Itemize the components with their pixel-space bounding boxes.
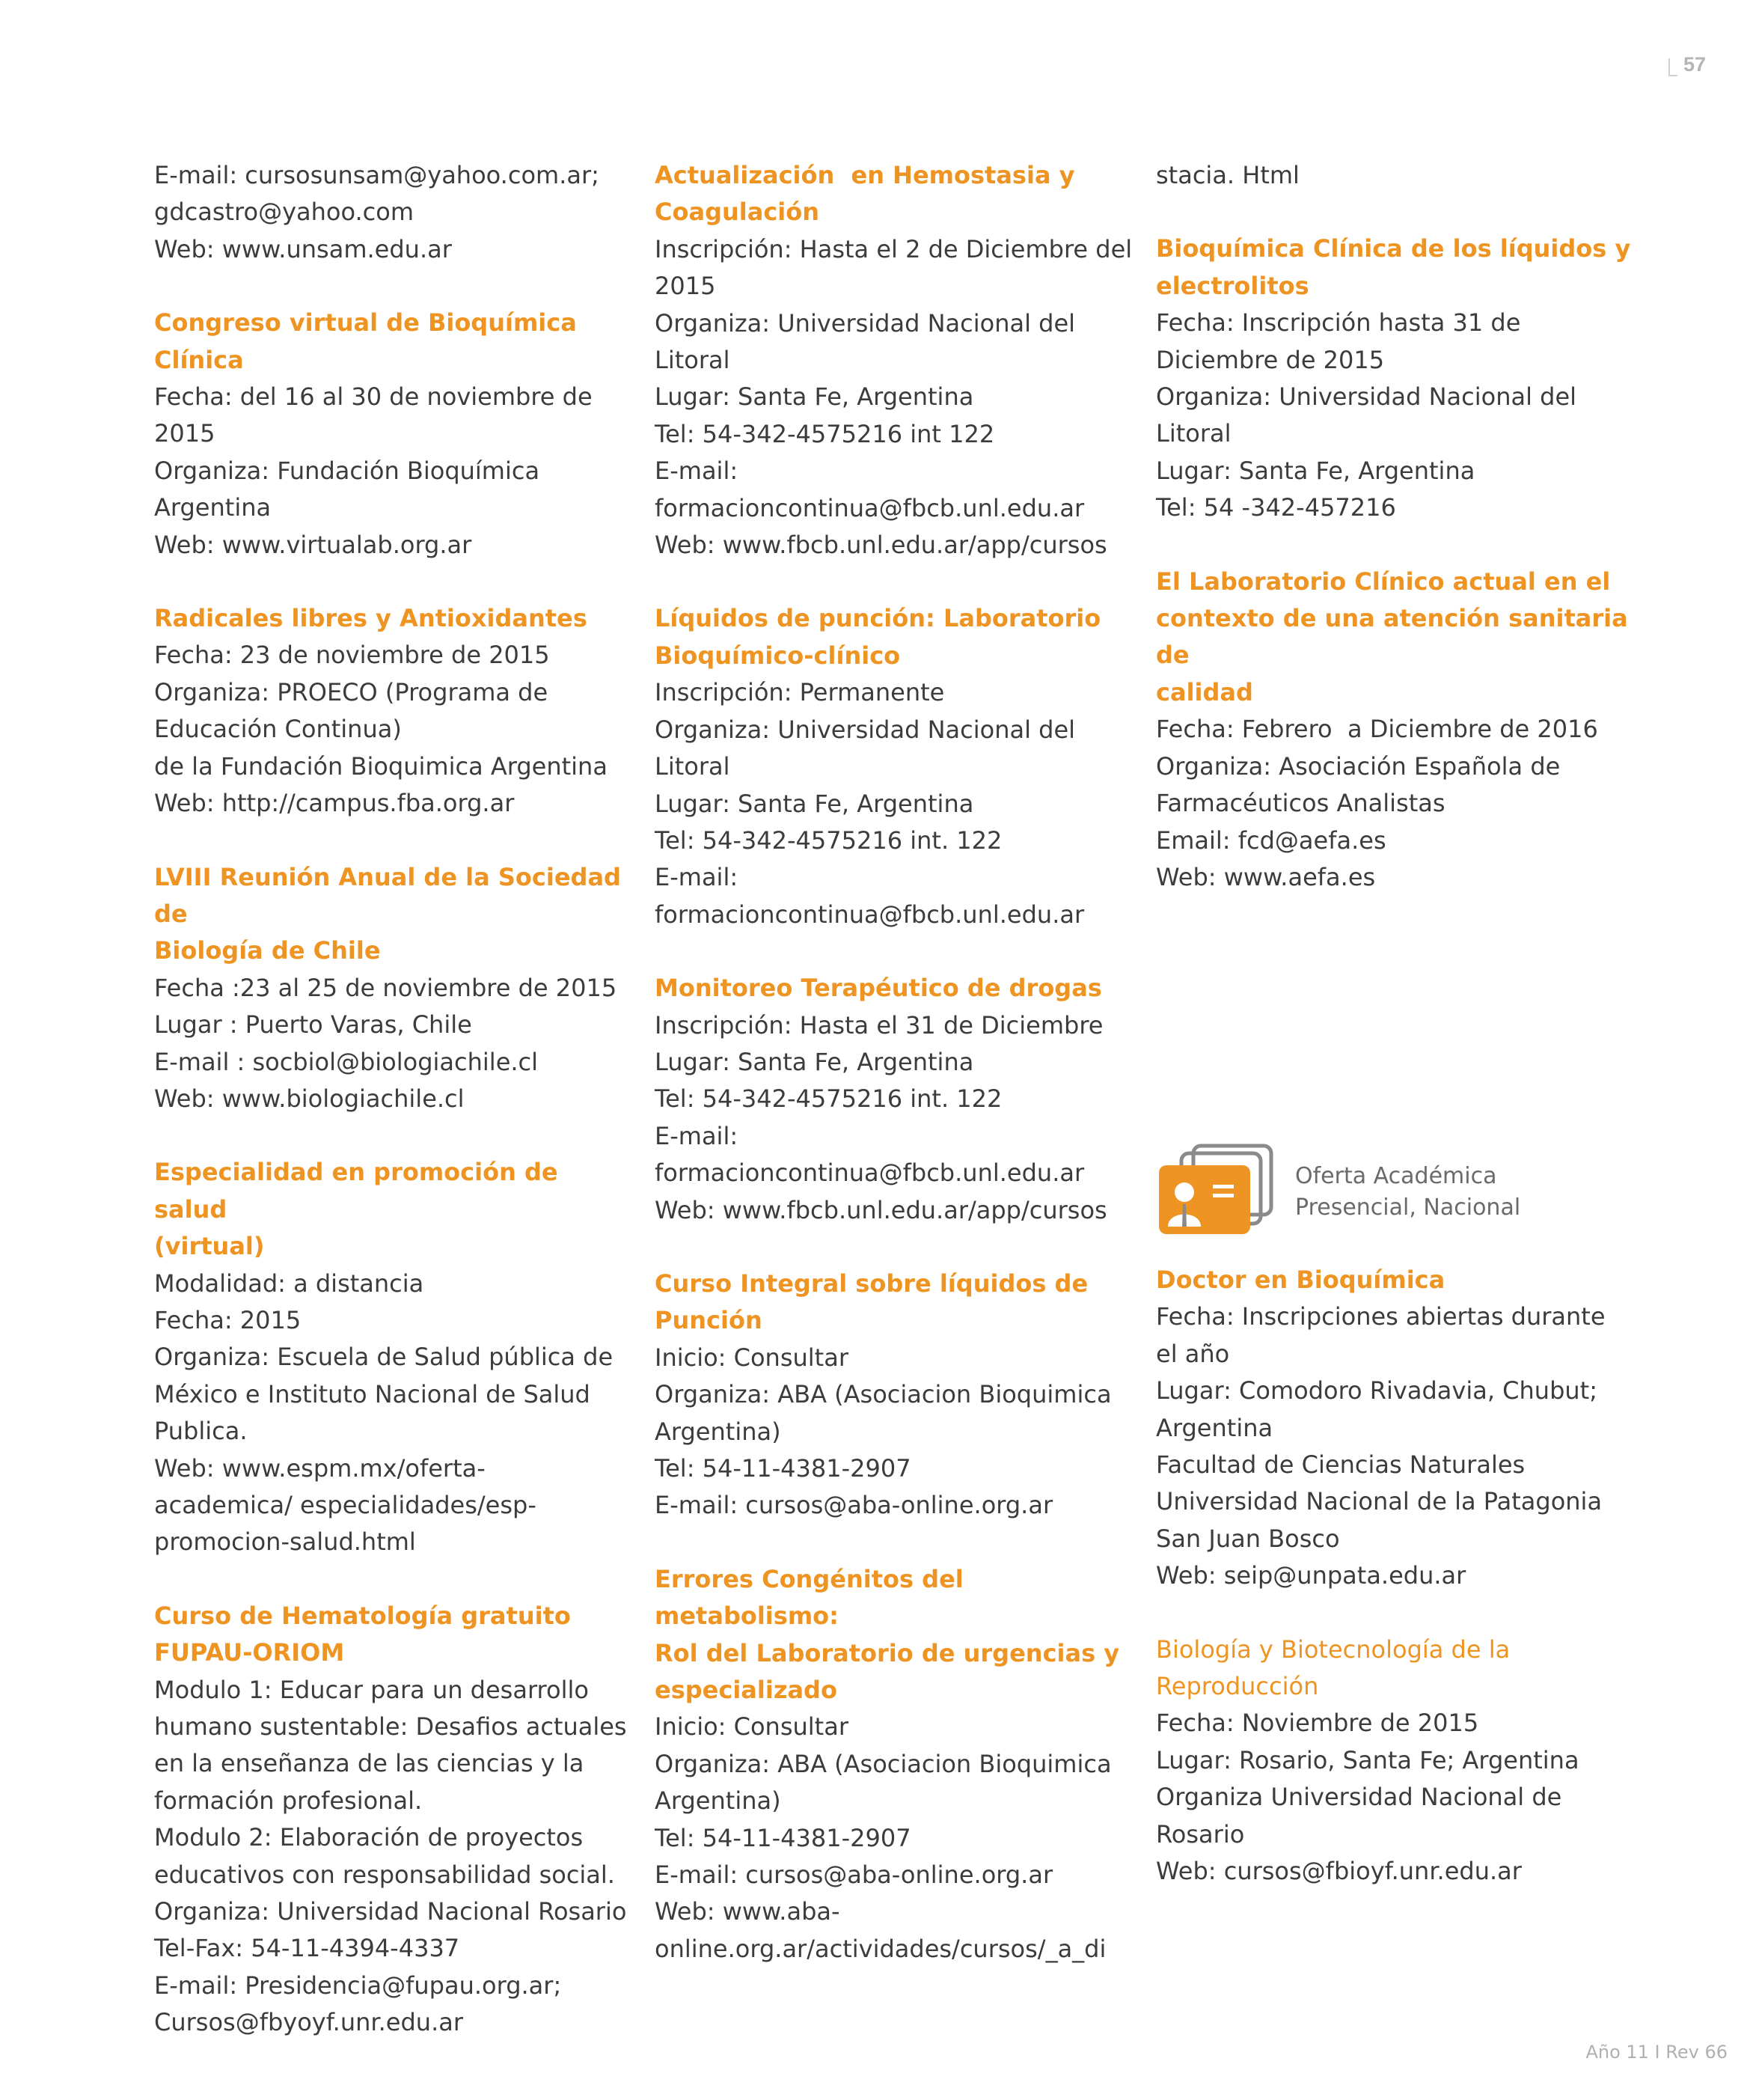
- listing-line: E-mail:: [655, 863, 738, 892]
- listing-line: Web: cursos@fbioyf.unr.edu.ar: [1156, 1857, 1522, 1886]
- listing-line: Fecha :23 al 25 de noviembre de 2015: [154, 973, 617, 1002]
- column-1: [154, 157, 633, 2078]
- listing-title: FUPAU-ORIOM: [154, 1638, 345, 1667]
- listing-title: Curso de Hematología gratuito: [154, 1601, 571, 1630]
- listing-line: Inscripción: Hasta el 2 de Diciembre del: [655, 234, 1133, 263]
- academic-offer-icon: [1156, 1141, 1276, 1239]
- listing-line: Argentina: [154, 493, 272, 522]
- listing-title: contexto de una atención sanitaria de: [1156, 604, 1636, 670]
- listing-block: [655, 1266, 1133, 1524]
- column-3-top: [1156, 157, 1635, 933]
- listing-line: Modulo 2: Elaboración de proyectos: [154, 1823, 584, 1852]
- listing-line: Tel-Fax: 54-11-4394-4337: [154, 1934, 460, 1963]
- listing-title: Bioquímica Clínica de los líquidos y: [1156, 234, 1631, 263]
- listing-line: Rosario: [1156, 1819, 1245, 1849]
- listing-line: E-mail:: [655, 1121, 738, 1150]
- listing-line: Web: seip@unpata.edu.ar: [1156, 1561, 1466, 1590]
- listing-line: Lugar: Santa Fe, Argentina: [655, 382, 974, 412]
- oferta-academica-section-header: [1156, 1141, 1635, 1239]
- listing-line: E-mail:: [655, 457, 738, 486]
- listing-line: México e Instituto Nacional de Salud: [154, 1379, 590, 1408]
- listing-line: Web: www.aba-: [655, 1897, 840, 1926]
- listing-title: (virtual): [154, 1232, 265, 1261]
- listing-line: Organiza: PROECO (Programa de: [154, 677, 548, 706]
- listing-line: Organiza: Universidad Nacional del: [655, 715, 1076, 744]
- listing-title: Doctor en Bioquímica: [1156, 1266, 1445, 1294]
- listing-block: [154, 157, 633, 268]
- listing-line: Web: www.biologiachile.cl: [154, 1084, 465, 1113]
- listing-line: humano sustentable: Desafios actuales: [154, 1712, 627, 1742]
- listing-line: Facultad de Ciencias Naturales: [1156, 1450, 1526, 1480]
- listing-title: Reproducción: [1156, 1672, 1319, 1701]
- listing-title: Especialidad en promoción de salud: [154, 1158, 566, 1224]
- listing-line: gdcastro@yahoo.com: [154, 198, 414, 227]
- listing-line: San Juan Bosco: [1156, 1524, 1340, 1553]
- listing-line: Organiza Universidad Nacional de: [1156, 1783, 1562, 1812]
- listing-line: Fecha: Noviembre de 2015: [1156, 1709, 1479, 1738]
- listing-line: Lugar : Puerto Varas, Chile: [154, 1010, 472, 1040]
- column-2: [655, 157, 1133, 2004]
- listing-line: Inicio: Consultar: [655, 1343, 848, 1372]
- listing-block: [154, 1154, 633, 1560]
- listing-line: E-mail: Presidencia@fupau.org.ar;: [154, 1971, 562, 2000]
- listing-title: Líquidos de punción: Laboratorio: [655, 604, 1101, 633]
- listing-line: de la Fundación Bioquimica Argentina: [154, 751, 608, 781]
- listing-title: especializado: [655, 1676, 837, 1705]
- listing-line: Web: www.fbcb.unl.edu.ar/app/cursos: [655, 531, 1107, 560]
- listing-line: Fecha: Inscripciones abiertas durante: [1156, 1302, 1606, 1331]
- listing-line: Organiza: Universidad Nacional Rosario: [154, 1897, 627, 1926]
- offer-label-line-1: Oferta Académica: [1295, 1163, 1497, 1189]
- listing-line: Publica.: [154, 1417, 248, 1446]
- listing-line: Educación Continua): [154, 715, 402, 744]
- listing-title: Coagulación: [655, 198, 820, 227]
- listing-line: Organiza: Escuela de Salud pública de: [154, 1343, 614, 1372]
- listing-block: [655, 600, 1133, 933]
- listing-block: [154, 859, 633, 1118]
- listing-title: electrolitos: [1156, 271, 1309, 300]
- listing-title: Errores Congénitos del metabolismo:: [655, 1564, 972, 1631]
- listing-line: formacioncontinua@fbcb.unl.edu.ar: [655, 1159, 1085, 1188]
- listing-line: Organiza: Universidad Nacional del: [1156, 382, 1577, 412]
- offer-label-line-2: Presencial, Nacional: [1295, 1194, 1521, 1221]
- listing-line: Organiza: ABA (Asociacion Bioquimica: [655, 1380, 1112, 1409]
- listing-line: Tel: 54-342-4575216 int. 122: [655, 1084, 1003, 1114]
- listing-line: E-mail: cursosunsam@yahoo.com.ar;: [154, 161, 599, 189]
- listing-line: Farmacéuticos Analistas: [1156, 789, 1445, 818]
- listing-title: Congreso virtual de Bioquímica Clínica: [154, 308, 585, 374]
- listing-line: Modalidad: a distancia: [154, 1269, 424, 1298]
- listing-line: Web: www.fbcb.unl.edu.ar/app/cursos: [655, 1195, 1107, 1224]
- listing-block: [1156, 1262, 1635, 1595]
- listing-line: Tel: 54-342-4575216 int. 122: [655, 825, 1003, 855]
- page-number: 57: [1673, 51, 1706, 78]
- listing-block: [1156, 1632, 1635, 1890]
- listing-block: [655, 970, 1133, 1229]
- listing-line: Universidad Nacional de la Patagonia: [1156, 1487, 1603, 1516]
- listing-line: E-mail: cursos@aba-online.org.ar: [655, 1491, 1053, 1520]
- listing-title: Rol del Laboratorio de urgencias y: [655, 1638, 1120, 1667]
- listing-line: Organiza: ABA (Asociacion Bioquimica: [655, 1749, 1112, 1778]
- listing-line: academica/ especialidades/esp-: [154, 1491, 536, 1519]
- listing-line: Tel: 54 -342-457216: [1156, 493, 1396, 522]
- listing-line: online.org.ar/actividades/cursos/_a_di: [655, 1934, 1107, 1963]
- listing-line: 2015: [154, 419, 215, 448]
- listing-line: promocion-salud.html: [154, 1527, 416, 1557]
- listing-title: Monitoreo Terapéutico de drogas: [655, 974, 1102, 1003]
- listing-line: Web: www.espm.mx/oferta-: [154, 1453, 486, 1483]
- listing-block: [154, 600, 633, 822]
- listing-line: Web: www.virtualab.org.ar: [154, 530, 472, 559]
- listing-line: Inscripción: Permanente: [655, 678, 945, 707]
- listing-line: Web: www.unsam.edu.ar: [154, 234, 452, 263]
- listing-block: [154, 305, 633, 564]
- listing-line: educativos con responsabilidad social.: [154, 1860, 615, 1889]
- listing-line: Argentina): [655, 1786, 781, 1816]
- footer-issue: Año 11 I Rev 66: [1585, 2042, 1728, 2063]
- listing-line: Fecha: Febrero a Diciembre de 2016: [1156, 715, 1598, 744]
- listing-line: Email: fcd@aefa.es: [1156, 825, 1386, 855]
- listing-line: Litoral: [655, 346, 730, 375]
- listing-line: E-mail: cursos@aba-online.org.ar: [655, 1861, 1053, 1890]
- listing-block: [1156, 157, 1635, 194]
- listing-title: El Laboratorio Clínico actual en el: [1156, 567, 1611, 596]
- column-3-bottom: [1156, 1262, 1635, 1927]
- listing-title: LVIII Reunión Anual de la Sociedad de: [154, 862, 630, 928]
- listing-line: Organiza: Asociación Española de: [1156, 751, 1561, 781]
- listing-block: [154, 1598, 633, 2042]
- listing-line: Lugar: Santa Fe, Argentina: [655, 789, 974, 818]
- listing-line: Litoral: [655, 752, 730, 781]
- listing-line: formación profesional.: [154, 1786, 423, 1815]
- listing-title: Bioquímico-clínico: [655, 641, 901, 670]
- listing-line: Tel: 54-342-4575216 int 122: [655, 419, 995, 448]
- listing-line: stacia. Html: [1156, 161, 1300, 189]
- listing-line: 2015: [655, 272, 716, 301]
- listing-line: Argentina): [655, 1417, 781, 1446]
- listing-title: calidad: [1156, 677, 1253, 706]
- listing-title: Curso Integral sobre líquidos de: [655, 1269, 1089, 1298]
- listing-block: [655, 1561, 1133, 1968]
- listing-title: Actualización en Hemostasia y: [655, 161, 1075, 189]
- listing-line: Cursos@fbyoyf.unr.edu.ar: [154, 2008, 464, 2037]
- listing-line: Fecha: Inscripción hasta 31 de: [1156, 308, 1521, 338]
- listing-line: Fecha: 2015: [154, 1305, 302, 1334]
- listing-line: Lugar: Comodoro Rivadavia, Chubut;: [1156, 1376, 1597, 1405]
- listing-line: Web: http://campus.fba.org.ar: [154, 789, 515, 818]
- listing-line: Diciembre de 2015: [1156, 345, 1385, 374]
- listing-line: Organiza: Fundación Bioquímica: [154, 456, 540, 485]
- listing-block: [1156, 564, 1635, 897]
- listing-line: Organiza: Universidad Nacional del: [655, 308, 1076, 338]
- listing-line: Argentina: [1156, 1413, 1273, 1442]
- listing-line: Inscripción: Hasta el 31 de Diciembre: [655, 1010, 1104, 1040]
- listing-line: Lugar: Rosario, Santa Fe; Argentina: [1156, 1745, 1579, 1774]
- listing-title: Biología de Chile: [154, 936, 381, 965]
- listing-line: Web: www.aefa.es: [1156, 862, 1376, 891]
- listing-line: Lugar: Santa Fe, Argentina: [1156, 456, 1475, 485]
- listing-line: Lugar: Santa Fe, Argentina: [655, 1047, 974, 1076]
- listing-line: Fecha: del 16 al 30 de noviembre de: [154, 382, 593, 412]
- listing-line: formacioncontinua@fbcb.unl.edu.ar: [655, 900, 1085, 929]
- listing-line: Inicio: Consultar: [655, 1712, 848, 1742]
- listing-line: en la enseñanza de las ciencias y la: [154, 1749, 584, 1778]
- listing-title: Punción: [655, 1306, 762, 1335]
- listing-block: [1156, 231, 1635, 526]
- listing-line: Modulo 1: Educar para un desarrollo: [154, 1675, 589, 1704]
- listing-block: [655, 157, 1133, 564]
- listing-line: el año: [1156, 1339, 1230, 1368]
- listing-line: formacioncontinua@fbcb.unl.edu.ar: [655, 493, 1085, 522]
- listing-line: Fecha: 23 de noviembre de 2015: [154, 641, 550, 670]
- listing-line: Litoral: [1156, 419, 1232, 448]
- listing-line: Tel: 54-11-4381-2907: [655, 1823, 911, 1852]
- listing-title: Biología y Biotecnología de la: [1156, 1634, 1511, 1664]
- listing-line: Tel: 54-11-4381-2907: [655, 1454, 911, 1483]
- listing-line: E-mail : socbiol@biologiachile.cl: [154, 1047, 539, 1076]
- listing-title: Radicales libres y Antioxidantes: [154, 604, 587, 633]
